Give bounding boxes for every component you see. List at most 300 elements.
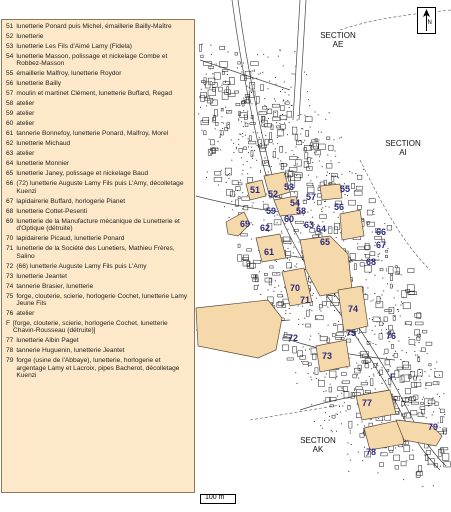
dot — [294, 266, 295, 267]
dot — [231, 139, 232, 140]
dot — [251, 92, 252, 93]
dot — [373, 214, 374, 215]
dot — [294, 165, 295, 166]
building — [373, 317, 380, 322]
building — [234, 91, 238, 93]
dot — [318, 131, 319, 132]
dot — [275, 101, 276, 102]
building — [338, 387, 344, 391]
legend-item-number: 76 — [6, 310, 14, 318]
dot — [386, 329, 387, 330]
dot — [384, 223, 385, 224]
dot — [364, 425, 365, 426]
dot — [369, 376, 370, 377]
dot — [347, 195, 348, 196]
dot — [384, 320, 385, 321]
building — [347, 406, 350, 410]
dot — [358, 378, 359, 379]
legend-item-text: lunetterie de la Manufacture mécanique de Lunetterie et d'Optique (détruite) — [16, 217, 180, 233]
dot — [383, 323, 384, 324]
building — [223, 82, 230, 85]
building — [213, 88, 216, 92]
dot — [242, 174, 243, 175]
dot — [383, 354, 384, 355]
dot — [424, 416, 425, 417]
legend-item — [6, 357, 191, 379]
dot — [305, 121, 306, 122]
dot — [358, 339, 359, 340]
building — [408, 269, 414, 273]
svg-text:N: N — [427, 20, 432, 26]
dot — [244, 122, 245, 123]
dot — [361, 259, 362, 260]
legend-item-number: 55 — [6, 70, 14, 78]
dot — [209, 139, 210, 140]
dot — [293, 134, 294, 135]
building — [353, 374, 357, 378]
dot — [240, 134, 241, 135]
dot — [225, 81, 226, 82]
dot — [275, 148, 276, 149]
legend-item — [6, 53, 191, 68]
dot — [278, 158, 279, 159]
dot — [345, 194, 346, 195]
building — [222, 72, 224, 75]
dot — [357, 404, 358, 405]
building — [308, 363, 311, 366]
dot — [316, 378, 317, 379]
dot — [341, 393, 342, 394]
dot — [347, 367, 348, 368]
parcel-number-label: 63 — [304, 220, 315, 230]
dot — [260, 294, 261, 295]
dot — [386, 357, 387, 358]
parcel-number-label: 58 — [296, 206, 307, 216]
dot — [395, 305, 396, 306]
building — [281, 125, 286, 130]
dot — [445, 434, 446, 435]
dot — [411, 325, 412, 326]
legend-item-text: atelier — [16, 100, 35, 108]
building — [215, 172, 221, 176]
dot — [338, 321, 339, 322]
building — [283, 304, 286, 307]
building — [315, 316, 323, 320]
building — [273, 117, 281, 120]
dot — [371, 368, 372, 369]
dot — [367, 287, 368, 288]
dot — [228, 124, 229, 125]
legend-item — [6, 100, 191, 107]
dot — [324, 420, 325, 421]
dot — [318, 185, 319, 186]
legend-item — [6, 263, 191, 270]
dot — [369, 272, 370, 273]
building — [261, 85, 264, 91]
dot — [335, 176, 336, 177]
legend-item-number: 63 — [6, 150, 14, 158]
dot — [386, 269, 387, 270]
dot — [244, 75, 245, 76]
parcel-number-label: 68 — [366, 257, 377, 267]
dot — [251, 147, 252, 148]
building — [236, 103, 240, 106]
building — [211, 100, 218, 105]
building — [307, 183, 313, 186]
building — [365, 243, 369, 250]
building — [440, 448, 443, 453]
dot — [418, 357, 419, 358]
parcel-number-label: 53 — [284, 182, 295, 192]
dot — [382, 383, 383, 384]
building — [357, 175, 362, 179]
dot — [316, 298, 317, 299]
dot — [273, 291, 274, 292]
dot — [263, 124, 264, 125]
dot — [401, 301, 402, 302]
building — [214, 177, 222, 181]
dot — [338, 217, 339, 218]
dot — [233, 143, 234, 144]
building — [404, 365, 411, 369]
dot — [290, 179, 291, 180]
building — [317, 200, 321, 205]
dot — [242, 192, 243, 193]
parcel-number-label: 65 — [320, 237, 331, 247]
building — [405, 389, 410, 394]
legend-item-number: 69 — [6, 217, 14, 225]
dot — [243, 126, 244, 127]
legend-item — [6, 130, 191, 137]
dot — [381, 422, 382, 423]
dot — [223, 123, 224, 124]
dot — [381, 260, 382, 261]
dot — [373, 374, 374, 375]
dot — [408, 399, 409, 400]
dot — [248, 138, 249, 139]
dot — [243, 170, 244, 171]
dot — [367, 341, 368, 342]
dot — [344, 402, 345, 403]
dot — [357, 243, 358, 244]
dot — [414, 345, 415, 346]
parcel-number-label: 67 — [376, 240, 387, 250]
dot — [252, 79, 253, 80]
dot — [264, 157, 265, 158]
dot — [295, 372, 296, 373]
building — [295, 173, 303, 178]
parcel-number-label: 55 — [340, 184, 351, 194]
dot — [294, 192, 295, 193]
dot — [226, 182, 227, 183]
dot — [253, 132, 254, 133]
dot — [375, 275, 376, 276]
building — [394, 353, 398, 357]
building — [433, 382, 439, 385]
building — [410, 455, 414, 460]
parcel-number-label: 69 — [240, 219, 251, 229]
dot — [329, 112, 330, 113]
dot — [298, 157, 299, 158]
dot — [285, 313, 286, 314]
dot — [249, 87, 250, 88]
dot — [278, 136, 279, 137]
dot — [386, 270, 387, 271]
dot — [434, 465, 435, 466]
dot — [290, 313, 291, 314]
dot — [309, 339, 310, 340]
legend-item-text: moulin et martinet Clément, lunetterie Buffard, Regad — [16, 90, 172, 98]
building — [219, 87, 223, 91]
dot — [275, 77, 276, 78]
dot — [238, 120, 239, 121]
dot — [427, 353, 428, 354]
building — [254, 285, 257, 289]
dot — [229, 111, 230, 112]
dot — [375, 344, 376, 345]
legend-item-text: forge, clouterie, scierie, horlogerie Cochet, lunetterie Lamy Jeune Fils — [16, 292, 188, 308]
dot — [378, 256, 379, 257]
dot — [354, 388, 355, 389]
dot — [261, 111, 262, 112]
dot — [285, 119, 286, 120]
dot — [309, 145, 310, 146]
dot — [363, 287, 364, 288]
building — [306, 130, 309, 136]
dot — [292, 73, 293, 74]
dot — [268, 118, 269, 119]
dot — [390, 385, 391, 386]
building — [415, 313, 421, 317]
dot — [444, 452, 445, 453]
dot — [359, 368, 360, 369]
dot — [398, 309, 399, 310]
dot — [327, 155, 328, 156]
dot — [372, 232, 373, 233]
dot — [390, 366, 391, 367]
dot — [339, 162, 340, 163]
building — [388, 325, 392, 330]
dot — [406, 323, 407, 324]
dot — [351, 444, 352, 445]
dot — [222, 122, 223, 123]
legend-item-number: 78 — [6, 347, 14, 355]
dot — [283, 99, 284, 100]
dot — [259, 137, 260, 138]
building — [411, 411, 417, 415]
dot — [271, 166, 272, 167]
legend-item-number: 53 — [6, 43, 14, 50]
parcel-number-label: 51 — [250, 185, 261, 195]
dot — [243, 164, 244, 165]
legend-item — [6, 198, 191, 205]
dot — [307, 116, 308, 117]
dot — [242, 133, 243, 134]
dot — [320, 335, 321, 336]
building — [287, 111, 292, 117]
dot — [222, 116, 223, 117]
legend-item-text: lunetterie Jeantet — [16, 272, 67, 280]
dot — [253, 84, 254, 85]
dot — [309, 105, 310, 106]
dot — [324, 201, 325, 202]
dot — [421, 376, 422, 377]
building — [388, 267, 393, 274]
dot — [251, 239, 252, 240]
dot — [357, 374, 358, 375]
dot — [366, 279, 367, 280]
dot — [233, 152, 234, 153]
dot — [358, 452, 359, 453]
building — [264, 273, 267, 275]
parcel-number-label: 79 — [428, 422, 439, 432]
dot — [352, 173, 353, 174]
dot — [326, 391, 327, 392]
dot — [406, 352, 407, 353]
dot — [408, 362, 409, 363]
building — [260, 149, 266, 152]
dot — [363, 169, 364, 170]
building — [380, 268, 383, 271]
dot — [439, 408, 440, 409]
dot — [300, 134, 301, 135]
legend-item-number: 66 — [6, 180, 14, 188]
building — [377, 296, 380, 303]
dot — [284, 123, 285, 124]
building — [379, 322, 383, 326]
dot — [379, 318, 380, 319]
dot — [330, 384, 331, 385]
dot — [372, 330, 373, 331]
dot — [288, 248, 289, 249]
parcel-number-label: 72 — [288, 333, 299, 343]
dot — [274, 287, 275, 288]
building — [235, 53, 238, 56]
building — [395, 272, 400, 274]
dot — [280, 161, 281, 162]
dot — [308, 175, 309, 176]
building — [222, 93, 228, 100]
legend-item-text: atelier — [16, 150, 35, 158]
dot — [350, 430, 351, 431]
dot — [285, 152, 286, 153]
dot — [258, 285, 259, 286]
dot — [291, 105, 292, 106]
dot — [416, 387, 417, 388]
dot — [281, 231, 282, 232]
building — [385, 349, 388, 353]
dot — [251, 222, 252, 223]
dot — [313, 185, 314, 186]
dot — [269, 81, 270, 82]
dot — [433, 485, 434, 486]
dot — [392, 286, 393, 287]
dot — [254, 150, 255, 151]
dot — [319, 161, 320, 162]
dot — [244, 79, 245, 80]
building — [286, 252, 291, 258]
dot — [392, 394, 393, 395]
dot — [281, 291, 282, 292]
building — [331, 303, 339, 306]
dot — [373, 211, 374, 212]
parcel-number-label: 66 — [376, 227, 387, 237]
dot — [277, 143, 278, 144]
dot — [334, 310, 335, 311]
dot — [227, 175, 228, 176]
building — [244, 205, 248, 210]
building — [296, 140, 301, 144]
building — [387, 225, 392, 230]
building — [426, 342, 432, 345]
dot — [309, 309, 310, 310]
dot — [327, 307, 328, 308]
dot — [335, 156, 336, 157]
building — [265, 139, 268, 145]
dot — [337, 177, 338, 178]
dot — [312, 162, 313, 163]
building — [307, 310, 310, 316]
dot — [282, 296, 283, 297]
building — [434, 464, 437, 468]
parcel-number-label: 70 — [290, 283, 301, 293]
dot — [319, 156, 320, 157]
dot — [260, 143, 261, 144]
legend-item-text: lunetterie Monnier — [16, 160, 70, 168]
dot — [216, 64, 217, 65]
dot — [308, 278, 309, 279]
dot — [284, 81, 285, 82]
dot — [318, 114, 319, 115]
dot — [318, 141, 319, 142]
dot — [242, 208, 243, 209]
dot — [252, 77, 253, 78]
dot — [381, 333, 382, 334]
building — [330, 371, 336, 378]
dot — [337, 396, 338, 397]
building — [272, 104, 279, 107]
building — [417, 337, 420, 340]
dot — [395, 351, 396, 352]
dot — [377, 365, 378, 366]
building — [354, 264, 356, 270]
dot — [294, 51, 295, 52]
dot — [385, 380, 386, 381]
dot — [424, 455, 425, 456]
dot — [252, 158, 253, 159]
dot — [226, 125, 227, 126]
dot — [308, 99, 309, 100]
dot — [260, 172, 261, 173]
legend-item-number: 59 — [6, 110, 14, 118]
building — [223, 69, 228, 71]
dot — [366, 380, 367, 381]
dot — [263, 201, 264, 202]
dot — [210, 45, 211, 46]
dot — [394, 297, 395, 298]
dot — [278, 285, 279, 286]
legend-item-text: tannerie Bonnefoy, lunetterie Ponard, Malfroy, Morel — [16, 130, 169, 138]
dot — [420, 351, 421, 352]
dot — [381, 452, 382, 453]
legend-item-number: 52 — [6, 33, 14, 40]
dot — [238, 144, 239, 145]
dot — [257, 145, 258, 146]
dot — [429, 376, 430, 377]
dot — [432, 398, 433, 399]
building — [238, 183, 242, 185]
legend-item-text: (72) lunetterie Auguste Lamy Fils puis L'Amy, décolletage Kuenzi — [16, 180, 184, 195]
